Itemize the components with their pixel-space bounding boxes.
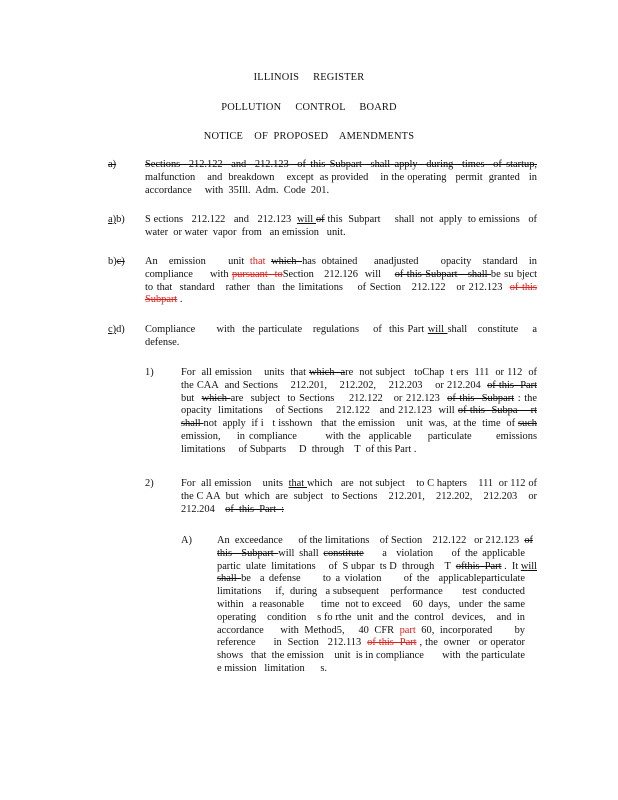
item-2-ins: that xyxy=(288,478,307,489)
notice-header xyxy=(0,131,618,144)
para-c-line-2 xyxy=(145,269,537,282)
item-1-text: are subject to Sections 212.122 or 212.123 xyxy=(230,392,448,404)
para-c-line-3 xyxy=(145,282,537,295)
item-1-line-6: emission, in compliance with the applicable particulate emissions xyxy=(181,430,537,442)
item-2-text: For all emission units xyxy=(181,478,289,489)
item-A-line-2 xyxy=(217,548,525,561)
para-a-line-3: accordance with 35Ill. Adm. Code 201. xyxy=(145,184,330,196)
para-c-del: which xyxy=(271,256,303,267)
item-2-text: 212.204 xyxy=(181,503,226,515)
item-A-del: constitute xyxy=(323,547,364,559)
para-b-line-1 xyxy=(145,214,537,227)
item-1-line-4 xyxy=(181,405,537,418)
para-d xyxy=(145,324,537,350)
item-A-line-4 xyxy=(217,573,525,586)
item-2-label: 2) xyxy=(145,478,154,489)
item-A xyxy=(217,535,537,676)
item-1-text: not apply if i t isshown that the emission unit was, at the time of xyxy=(203,418,518,430)
para-d-label xyxy=(108,324,125,337)
item-A-line-9 xyxy=(217,637,525,650)
item-1-line-3 xyxy=(181,393,537,406)
item-1-label: 1) xyxy=(145,367,154,378)
item-A-text: accordance with Method5, 40 CFR xyxy=(217,624,400,636)
item-A-text: reference in Section 212.113 xyxy=(217,637,368,649)
item-1-del: of this Subpart xyxy=(447,392,515,404)
para-d-label-ins: c) xyxy=(108,324,117,335)
item-A-ins: will xyxy=(520,560,537,572)
para-c-del: Subpart xyxy=(145,294,178,306)
item-1-text: but xyxy=(181,392,202,404)
para-c-label-del: c) xyxy=(116,256,125,267)
para-d-label-text: d) xyxy=(116,324,125,335)
para-d-line-1 xyxy=(145,324,537,337)
item-A-line-3 xyxy=(217,560,537,574)
item-1-del: shall xyxy=(181,418,204,430)
item-1-line-1 xyxy=(181,367,537,380)
item-1-text: opacity limitations of Sections 212.122 and 212.123 will xyxy=(181,405,458,417)
item-1-text: the CAA and Sections 212.201, 212.202, 212.203 or 212.204 xyxy=(181,379,488,391)
item-A-line-7: operating condition s fo rthe unit and the control devices, and in xyxy=(217,611,525,623)
item-A-text: will shall xyxy=(278,547,324,559)
item-2-text: which are not subject to C hapters 111 or 112 of xyxy=(307,478,537,489)
header-line-1: ILLINOIS REGISTER xyxy=(253,72,365,83)
item-1-del: which a xyxy=(309,367,346,378)
para-c-text: An emission unit xyxy=(145,256,250,267)
para-c-text: Section 212.126 will xyxy=(282,268,395,280)
para-c-del: of this Subpart shall xyxy=(394,268,491,280)
para-b-ins: will xyxy=(296,214,316,225)
item-1-line-7: limitations of Subparts D through T of this Part . xyxy=(181,443,417,455)
header-line-2: POLLUTION CONTROL BOARD xyxy=(221,102,397,113)
para-d-line-2: defense. xyxy=(145,336,180,348)
para-d-text: shall constitute a xyxy=(447,324,538,335)
para-c-text: . xyxy=(177,294,183,306)
register-header xyxy=(0,72,618,85)
para-b-label-ins: a) xyxy=(108,214,117,225)
item-A-line-8 xyxy=(217,625,525,638)
item-2-line-1 xyxy=(181,478,537,491)
item-A-line-6: within a reasonable time not to exceed 60 days, under the same xyxy=(217,598,525,610)
item-A-text: 60, incorporated by xyxy=(415,624,525,636)
item-A-text: . It xyxy=(501,560,521,572)
para-c-text: has obtained anadjusted opacity standard in xyxy=(302,256,537,267)
item-A-line-5: limitations if, during a subsequent performance test conducted xyxy=(217,586,525,598)
item-2-line-3 xyxy=(181,504,537,517)
item-1-line-2 xyxy=(181,380,537,393)
para-c-del: of this xyxy=(509,281,537,293)
item-A-del: shall xyxy=(217,573,242,585)
item-1-text: For all emission units that xyxy=(181,367,310,378)
item-A-text: be a defense to a violation of the applicableparticulate xyxy=(241,573,525,585)
item-2-del: of this Part : xyxy=(225,503,285,515)
item-1-del: which xyxy=(201,392,231,404)
para-a-line-1-text: Sections 212.122 and 212.123 of this Subpart shall apply during times of startup, xyxy=(145,159,537,170)
para-b-del: of xyxy=(315,214,325,225)
item-A-del: of this Part xyxy=(367,637,417,649)
para-b-line-2: water or water vapor from an emission unit. xyxy=(145,226,346,238)
item-1-text: : the xyxy=(514,392,537,404)
item-A-text: , the owner or operator xyxy=(416,637,526,649)
para-d-text: Compliance with the particulate regulations of this Part xyxy=(145,324,428,335)
para-c-label xyxy=(108,256,125,269)
item-1 xyxy=(181,367,537,457)
item-A-line-10: shows that the emission unit is in compliance with the particulate xyxy=(217,650,525,662)
para-c-label-text: b) xyxy=(108,256,117,267)
para-c-text: be su bject xyxy=(490,268,538,280)
item-A-text: An exceedance of the limitations of Section 212.122 or 212.123 xyxy=(217,535,525,546)
item-2-line-2: the C AA but which are subject to Sections 212.201, 212.202, 212.203 or xyxy=(181,490,537,502)
board-header xyxy=(0,102,618,115)
item-1-del: of this Subpa rt xyxy=(457,405,537,417)
item-A-line-1 xyxy=(217,535,533,548)
item-1-text: re not subject toChap t ers 111 or 112 of xyxy=(345,367,538,378)
item-A-label: A) xyxy=(181,535,192,546)
item-1-line-5 xyxy=(181,418,537,431)
para-a-label xyxy=(108,159,116,172)
para-c xyxy=(145,256,537,307)
item-2 xyxy=(181,478,537,516)
item-1-del: such xyxy=(517,418,537,430)
para-a-line-1 xyxy=(145,159,537,172)
para-c-line-1 xyxy=(145,256,537,269)
para-b-text-1: S ections 212.122 and 212.123 xyxy=(145,214,297,225)
para-a-line-2: malfunction and breakdown except as provided in the operating permit granted in xyxy=(145,171,537,183)
para-b-label-text: b) xyxy=(116,214,125,225)
para-b-text-2: this Subpart shall not apply to emissions of xyxy=(324,214,537,225)
para-c-red-text: that xyxy=(249,256,272,267)
para-a-label-text: a) xyxy=(108,159,117,170)
para-c-text: to that standard rather than the limitations of Section 212.122 or 212.123 xyxy=(145,281,510,293)
item-A-del: of xyxy=(524,535,533,546)
item-A-text: a violation of the applicable xyxy=(363,547,526,559)
para-c-del: pursuant to xyxy=(231,268,283,280)
item-A-red-text: part xyxy=(399,624,416,636)
item-A-text: partic ulate limitations of S ubpar ts D through T xyxy=(217,560,456,572)
para-d-ins: will xyxy=(427,324,448,335)
para-c-line-4 xyxy=(145,294,537,307)
item-A-line-11: e mission limitation s. xyxy=(217,662,327,674)
item-A-del: this Subpart xyxy=(217,547,279,559)
para-b-label xyxy=(108,214,125,227)
para-a xyxy=(145,159,537,197)
para-b xyxy=(145,214,537,240)
item-A-del: ofthis Part xyxy=(455,560,502,572)
header-line-3: NOTICE OF PROPOSED AMENDMENTS xyxy=(203,131,415,142)
item-1-del: of this Part xyxy=(487,379,537,391)
para-c-text: compliance with xyxy=(145,268,232,280)
